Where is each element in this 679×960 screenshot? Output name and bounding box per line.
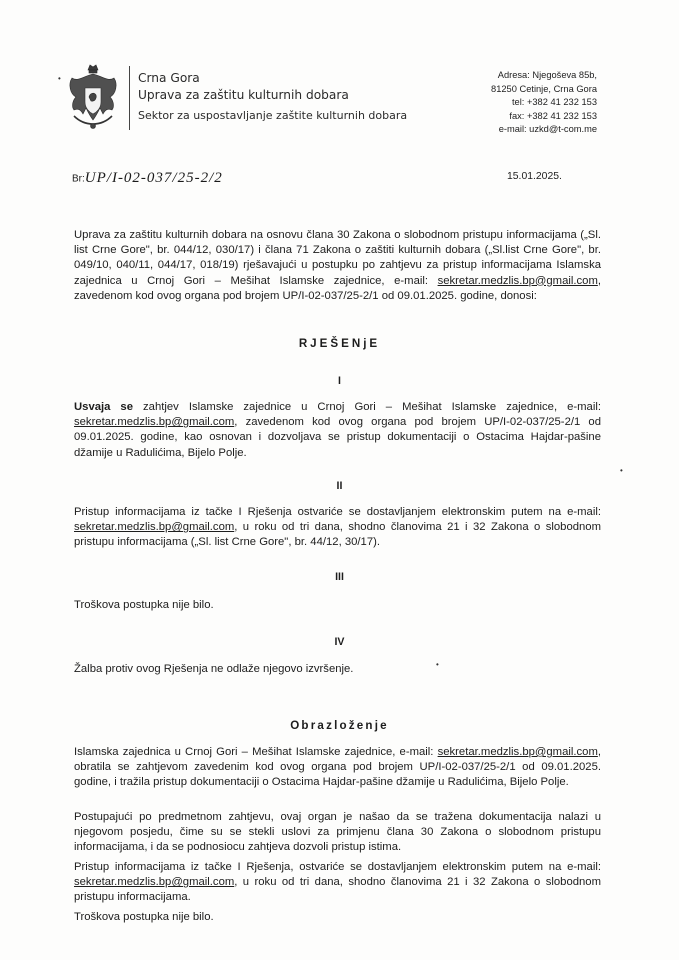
reasoning-title: Obrazloženje <box>290 719 389 732</box>
section-numeral-4: IV <box>334 636 345 648</box>
intro-text-b: , zavedenom kod ovog organa pod brojem UP/I-02-037/25-2/1 od 09.01.2025. godine, donosi: <box>74 274 601 302</box>
scan-speck: • <box>58 74 61 83</box>
intro-email-link[interactable]: sekretar.medzlis.bp@gmail.com <box>437 274 598 287</box>
reference-handwritten: UP/I-02-037/25-2/2 <box>84 170 223 186</box>
section-2-email-link[interactable]: sekretar.medzlis.bp@gmail.com <box>74 521 235 534</box>
address-tel: tel: +382 41 232 153 <box>511 97 597 108</box>
address-city: 81250 Cetinje, Crna Gora <box>491 83 597 94</box>
section-1-bold: Usvaja se <box>74 401 134 413</box>
institution-block <box>138 70 407 124</box>
section-numeral-2: II <box>336 480 343 492</box>
address-street: Adresa: Njegoševa 85b, <box>497 70 597 80</box>
reasoning-1-email-link[interactable]: sekretar.medzlis.bp@gmail.com <box>437 746 598 758</box>
section-2-paragraph <box>74 505 601 551</box>
sector-name: Sektor za uspostavljanje zaštite kulturnih dobara <box>138 109 408 122</box>
scan-speck: • <box>620 466 623 475</box>
section-4-paragraph: Žalba protiv ovog Rješenja ne odlaže njegovo izvršenje. <box>74 663 354 675</box>
reasoning-paragraph-2: Postupajući po predmetnom zahtjevu, ovaj organ je našao da se tražena dokumentacija nalazi u njegovom posjedu, čime su se stekli uslovi za primjenu člana 30 Zakona o slobodnom pristupu informacijama, i da se podnosiocu zahtjeva dozvoli pristup istima. <box>74 811 601 854</box>
document-date: 15.01.2025. <box>507 171 562 182</box>
institution-name: Uprava za zaštitu kulturnih dobara <box>138 88 349 102</box>
reasoning-1-text-a: Islamska zajednica u Crnoj Gori – Mešihat Islamske zajednice, e-mail: <box>74 746 438 758</box>
address-fax: fax: +382 41 232 153 <box>509 110 597 121</box>
address-block <box>491 69 597 137</box>
reasoning-paragraph-4: Troškova postupka nije bilo. <box>74 911 214 923</box>
reasoning-3-email-link[interactable]: sekretar.medzlis.bp@gmail.com <box>74 876 235 889</box>
section-3-paragraph: Troškova postupka nije bilo. <box>74 599 214 611</box>
section-1-email-link[interactable]: sekretar.medzlis.bp@gmail.com <box>74 416 235 429</box>
section-numeral-3: III <box>335 571 344 583</box>
reasoning-paragraph-3 <box>74 860 601 906</box>
scan-speck: • <box>436 660 439 669</box>
reference-number <box>72 170 223 187</box>
reasoning-1-text-b: , obratila se zahtjevom zavedenim kod ovog organa pod brojem UP/I-02-037/25-2/1 od 09.01.2025. godine, i tražila pristup dokumentaciji o Ostacima Hajdar-pašine džamije u Radulićima, Bijelo Polje. <box>74 746 601 789</box>
reasoning-3-text-b: , u roku od tri dana, shodno članovima 21 i 32 Zakona o slobodnom pristupu informacijama. <box>74 876 601 904</box>
reasoning-paragraph-1 <box>74 745 601 791</box>
header-divider <box>129 66 130 130</box>
intro-paragraph <box>74 228 601 304</box>
section-1-text-b: , zavedenom kod ovog organa pod brojem UP/I-02-037/25-2/1 od 09.01.2025. godine, kao osnovan i dozvoljava se pristup dokumentaciji o Ostacima Hajdar-pašine džamije u Radulićima, Bijelo Polje. <box>74 416 601 459</box>
reference-label: Br: <box>72 173 85 185</box>
section-2-text-b: , u roku od tri dana, shodno članovima 21 i 32 Zakona o slobodnom pristupu informacijama („Sl. list Crne Gore", br. 44/12, 30/17). <box>74 521 601 549</box>
reasoning-3-text-a: Pristup informacijama iz tačke I Rješenja, ostvariće se dostavljanjem elektronskim putem na e-mail: <box>74 861 601 873</box>
section-numeral-1: I <box>338 375 341 387</box>
decision-title: RJEŠENjE <box>298 337 381 350</box>
coat-of-arms-icon <box>64 64 122 130</box>
intro-text-a: Uprava za zaštitu kulturnih dobara na osnovu člana 30 Zakona o slobodnom pristupu informacijama („Sl. list Crne Gore", br. 044/12, 030/17) i člana 71 Zakona o zaštiti kulturnih dobara („Sl.list Crne Gore", br. 049/10, 040/11, 044/17, 018/19) rješavajući u postupku po zahtjevu za pristup informacijama Islamska zajednica u Crnoj Gori – Mešihat Islamske zajednice, e-mail: <box>74 229 601 287</box>
section-1-paragraph <box>74 400 601 461</box>
country-name: Crna Gora <box>138 71 200 85</box>
section-1-text-a: zahtjev Islamske zajednice u Crnoj Gori – Mešihat Islamske zajednice, e-mail: <box>133 401 601 413</box>
section-2-text-a: Pristup informacijama iz tačke I Rješenja ostvariće se dostavljanjem elektronskim putem na e-mail: <box>74 506 601 518</box>
address-email: e-mail: uzkd@t-com.me <box>498 124 597 135</box>
